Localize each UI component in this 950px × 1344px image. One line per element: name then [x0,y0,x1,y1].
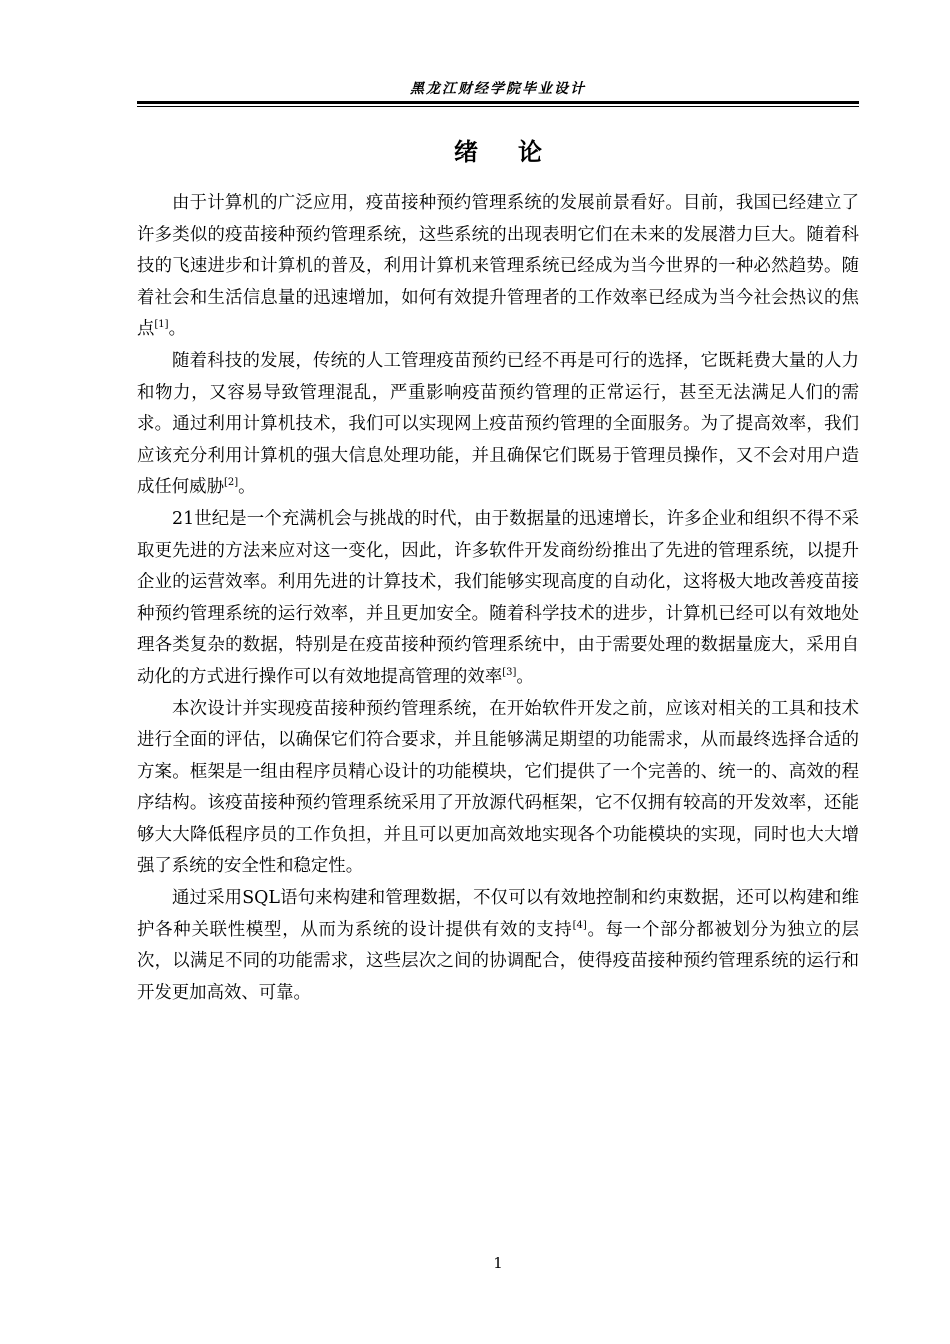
paragraph-3-end: 。 [516,666,534,687]
paragraph-5-end: 。每一个部分都被划分为独立的层次，以满足不同的功能需求，这些层次之间的协调配合，使得疫苗接种预约管理系统的运行和开发更加高效、可靠。 [137,919,859,1003]
paragraph-4-text: 本次设计并实现疫苗接种预约管理系统，在开始软件开发之前，应该对相关的工具和技术进行全面的评估，以确保它们符合要求，并且能够满足期望的功能需求，从而最终选择合适的方案。框架是一组由程序员精心设计的功能模块，它们提供了一个完善的、统一的、高效的程序结构。该疫苗接种预约管理系统采用了开放源代码框架，它不仅拥有较高的开发效率，还能够大大降低程序员的工作负担，并且可以更加高效地实现各个功能模块的实现，同时也大大增强了系统的安全性和稳定性。 [137,698,859,877]
chapter-title: 绪论 [454,138,582,166]
paragraph-3-text: 21世纪是一个充满机会与挑战的时代，由于数据量的迅速增长，许多企业和组织不得不采取更先进的方法来应对这一变化，因此，许多软件开发商纷纷推出了先进的管理系统，以提升企业的运营效率。利用先进的计算技术，我们能够实现高度的自动化，这将极大地改善疫苗接种预约管理系统的运行效率，并且更加安全。随着科学技术的进步，计算机已经可以有效地处理各类复杂的数据，特别是在疫苗接种预约管理系统中，由于需要处理的数据量庞大，采用自动化的方式进行操作可以有效地提高管理的效率 [137,508,859,687]
paragraph-3 [137,504,859,694]
body-text [137,188,859,1009]
paragraph-2-text: 随着科技的发展，传统的人工管理疫苗预约已经不再是可行的选择，它既耗费大量的人力和物力，又容易导致管理混乱，严重影响疫苗预约管理的正常运行，甚至无法满足人们的需求。通过利用计算机技术，我们可以实现网上疫苗预约管理的全面服务。为了提高效率，我们应该充分利用计算机的强大信息处理功能，并且确保它们既易于管理员操作，又不会对用户造成任何威胁 [137,350,859,498]
citation-1: [1] [154,319,169,331]
paragraph-1 [137,188,859,346]
page-number: 1 [493,1254,503,1272]
paragraph-2-end: 。 [238,477,256,498]
citation-3: [3] [502,667,517,679]
paragraph-1-text: 由于计算机的广泛应用，疫苗接种预约管理系统的发展前景看好。目前，我国已经建立了许多类似的疫苗接种预约管理系统，这些系统的出现表明它们在未来的发展潜力巨大。随着科技的飞速进步和计算机的普及，利用计算机来管理系统已经成为当今世界的一种必然趋势。随着社会和生活信息量的迅速增加，如何有效提升管理者的工作效率已经成为当今社会热议的焦点 [137,193,859,340]
header-rule-thin [137,106,859,107]
citation-4: [4] [572,919,587,931]
paragraph-5 [137,883,859,1009]
paragraph-2 [137,346,859,504]
citation-2: [2] [223,477,239,489]
header-rule-thick [137,101,859,104]
running-header: 黑龙江财经学院毕业设计 [410,81,586,97]
paragraph-4 [137,694,859,884]
paragraph-5-text: 通过采用SQL语句来构建和管理数据，不仅可以有效地控制和约束数据，还可以构建和维护各种关联性模型，从而为系统的设计提供有效的支持 [137,888,859,940]
paragraph-1-end: 。 [168,319,186,340]
